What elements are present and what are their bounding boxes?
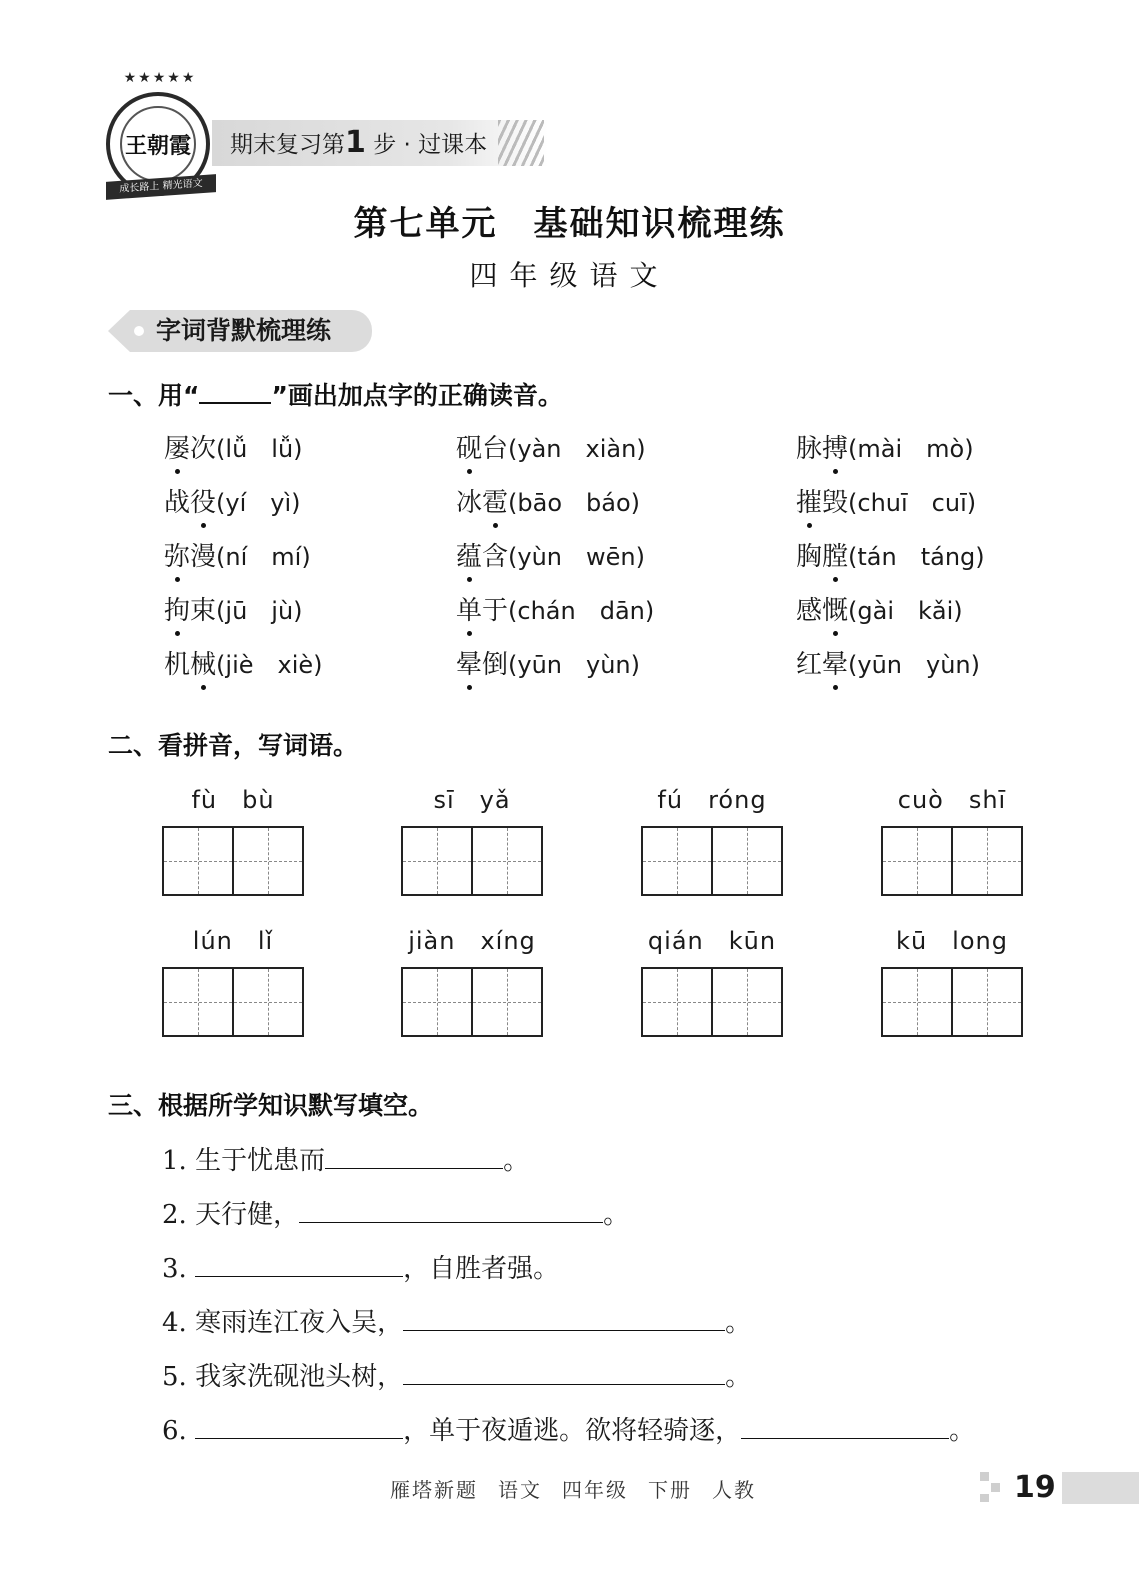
word-char: 胸 <box>796 542 823 572</box>
word-char: 蕴 <box>456 542 483 572</box>
character-writing-grid[interactable] <box>881 967 1023 1037</box>
pill-notch <box>108 310 130 352</box>
word-char: 搏 <box>822 434 849 464</box>
pinyin-options[interactable]: (tán táng) <box>848 543 985 571</box>
fill-in-line <box>162 1302 751 1339</box>
fill-in-line <box>162 1140 529 1177</box>
word-char: 次 <box>190 434 217 464</box>
character-writing-grid[interactable] <box>162 826 304 896</box>
character-writing-grid[interactable] <box>881 826 1023 896</box>
choice-row <box>164 482 1044 522</box>
tian-zi-cell[interactable] <box>951 828 1021 894</box>
word-char: 机 <box>164 650 191 680</box>
word-char: 束 <box>190 596 217 626</box>
word-char: 脉 <box>796 434 823 464</box>
pinyin-options[interactable]: (chuī cuī) <box>848 489 977 517</box>
choice-item <box>796 428 974 465</box>
choice-item <box>164 590 303 627</box>
word-char: 冰 <box>456 488 483 518</box>
tian-zi-cell[interactable] <box>951 969 1021 1035</box>
character-writing-grid[interactable] <box>162 967 304 1037</box>
line-prefix: 1. 生于忧患而 <box>162 1146 326 1176</box>
tian-zi-cell[interactable] <box>643 969 711 1035</box>
answer-blank[interactable] <box>403 1362 725 1385</box>
pinyin-options[interactable]: (yūn yùn) <box>848 651 981 679</box>
banner-pre: 期末复习第 <box>230 132 345 158</box>
tian-zi-cell[interactable] <box>883 969 951 1035</box>
word-char: 于 <box>482 596 509 626</box>
character-writing-grid[interactable] <box>641 826 783 896</box>
logo-text: 王朝霞 <box>120 106 196 182</box>
tian-zi-cell[interactable] <box>471 969 541 1035</box>
word-char: 感 <box>796 596 823 626</box>
fill-in-line <box>162 1410 975 1447</box>
tian-zi-cell[interactable] <box>403 828 471 894</box>
choice-row <box>164 428 1044 468</box>
page-number: 19 <box>1014 1470 1056 1505</box>
answer-blank[interactable] <box>195 1416 403 1439</box>
tian-zi-cell[interactable] <box>471 828 541 894</box>
word-char: 晕 <box>456 650 483 680</box>
answer-blank[interactable] <box>195 1254 403 1277</box>
pinyin-prompt: lún lǐ <box>192 927 274 955</box>
tian-zi-cell[interactable] <box>164 828 232 894</box>
choice-item <box>164 536 311 573</box>
pinyin-options[interactable]: (chán dān) <box>508 597 655 625</box>
choice-item <box>456 644 640 681</box>
pinyin-prompt: fù bù <box>191 786 275 814</box>
page-squares-decoration <box>980 1472 1010 1502</box>
line-prefix: 6. <box>162 1416 196 1446</box>
footer-publisher: 人教 <box>712 1478 756 1502</box>
line-end: 。 <box>503 1146 530 1176</box>
q1-head-post: ”画出加点字的正确读音。 <box>271 381 563 410</box>
section-label-text: 字词背默梳理练 <box>156 316 332 345</box>
line-prefix: 5. 我家洗砚池头树， <box>162 1362 404 1392</box>
footer-book-info <box>390 1474 776 1503</box>
tian-zi-cell[interactable] <box>643 828 711 894</box>
pinyin-prompt: fú róng <box>657 786 767 814</box>
pinyin-options[interactable]: (jiè xiè) <box>216 651 323 679</box>
tian-zi-cell[interactable] <box>232 828 302 894</box>
answer-blank[interactable] <box>299 1200 603 1223</box>
choice-item <box>796 482 976 519</box>
footer-subject: 语文 <box>498 1478 542 1502</box>
tian-zi-cell[interactable] <box>164 969 232 1035</box>
word-char: 倒 <box>482 650 509 680</box>
choice-item <box>796 644 980 681</box>
pinyin-options[interactable]: (bāo báo) <box>508 489 641 517</box>
word-char: 雹 <box>482 488 509 518</box>
pinyin-options[interactable]: (yàn xiàn) <box>508 435 646 463</box>
tian-zi-cell[interactable] <box>711 828 781 894</box>
pinyin-prompt: jiàn xíng <box>408 927 536 955</box>
line-prefix: 4. 寒雨连江夜入吴， <box>162 1308 404 1338</box>
word-char: 战 <box>164 488 191 518</box>
line-prefix: 3. <box>162 1254 196 1284</box>
pinyin-options[interactable]: (mài mò) <box>848 435 974 463</box>
footer-grade: 四年级 <box>562 1478 628 1502</box>
word-char: 械 <box>190 650 217 680</box>
choice-item <box>456 428 646 465</box>
word-char: 红 <box>796 650 823 680</box>
choice-item <box>796 536 985 573</box>
character-writing-grid[interactable] <box>401 967 543 1037</box>
pinyin-prompt: qián kūn <box>647 927 777 955</box>
fill-in-line <box>162 1194 629 1231</box>
word-char: 漫 <box>190 542 217 572</box>
pinyin-options[interactable]: (jū jù) <box>216 597 303 625</box>
choice-item <box>456 482 640 519</box>
fill-in-line <box>162 1248 559 1285</box>
choice-row <box>164 536 1044 576</box>
character-writing-grid[interactable] <box>641 967 783 1037</box>
tian-zi-cell[interactable] <box>711 969 781 1035</box>
line-end: 。 <box>603 1200 630 1230</box>
question-2-heading: 二、看拼音，写词语。 <box>108 731 359 760</box>
word-char: 单 <box>456 596 483 626</box>
page-subtitle: 四年级语文 <box>469 259 670 292</box>
answer-blank[interactable] <box>403 1308 725 1331</box>
pinyin-prompt: kū long <box>896 927 1008 955</box>
page-bar <box>1062 1472 1139 1504</box>
line-text: ，自胜者强 <box>403 1254 534 1284</box>
choice-item <box>164 482 301 519</box>
line-text: ，单于夜遁逃。欲将轻骑逐， <box>403 1416 742 1446</box>
line-end: 。 <box>725 1308 752 1338</box>
review-step-banner <box>212 120 548 166</box>
word-char: 膛 <box>822 542 849 572</box>
footer-series: 雁塔新题 <box>390 1478 478 1502</box>
word-char: 慨 <box>822 596 849 626</box>
word-char: 屡 <box>164 434 191 464</box>
choice-row <box>164 644 1044 684</box>
line-prefix: 2. 天行健， <box>162 1200 300 1230</box>
footer-volume: 下册 <box>648 1478 692 1502</box>
logo-ribbon: 成长路上 精光语文 <box>106 174 216 200</box>
pinyin-options[interactable]: (yùn wēn) <box>508 543 645 571</box>
word-char: 役 <box>190 488 217 518</box>
line-end: 。 <box>725 1362 752 1392</box>
pill-dot <box>134 326 144 336</box>
banner-stripes <box>498 120 544 166</box>
tian-zi-cell[interactable] <box>232 969 302 1035</box>
word-char: 含 <box>482 542 509 572</box>
word-char: 毁 <box>822 488 849 518</box>
line-end: 。 <box>533 1254 560 1284</box>
choice-item <box>456 536 645 573</box>
tian-zi-cell[interactable] <box>883 828 951 894</box>
word-char: 摧 <box>796 488 823 518</box>
character-writing-grid[interactable] <box>401 826 543 896</box>
pinyin-options[interactable]: (lǚ lǚ) <box>216 435 303 463</box>
banner-post: 步 · 过课本 <box>373 132 488 158</box>
stars-decoration: ★★★★★ <box>123 70 197 86</box>
underline-sample <box>199 382 271 404</box>
choice-item <box>796 590 963 627</box>
word-char: 拘 <box>164 596 191 626</box>
line-end: 。 <box>949 1416 976 1446</box>
choice-item <box>164 428 303 465</box>
answer-blank[interactable] <box>741 1416 949 1439</box>
page-number-box <box>980 1470 1139 1506</box>
page-title: 第七单元 基础知识梳理练 <box>353 204 786 244</box>
choice-row <box>164 590 1044 630</box>
choice-item <box>456 590 654 627</box>
pinyin-options[interactable]: (yí yì) <box>216 489 301 517</box>
word-char: 弥 <box>164 542 191 572</box>
tian-zi-cell[interactable] <box>403 969 471 1035</box>
section-label <box>108 310 372 352</box>
word-char: 砚 <box>456 434 483 464</box>
pinyin-prompt: cuò shī <box>897 786 1007 814</box>
word-char: 晕 <box>822 650 849 680</box>
pinyin-options[interactable]: (yūn yùn) <box>508 651 641 679</box>
pinyin-options[interactable]: (ní mí) <box>216 543 311 571</box>
word-char: 台 <box>482 434 509 464</box>
question-1-heading <box>108 376 563 412</box>
fill-in-line <box>162 1356 751 1393</box>
q1-head-pre: 一、用“ <box>108 381 200 410</box>
answer-blank[interactable] <box>325 1146 503 1169</box>
pinyin-prompt: sī yǎ <box>433 786 511 814</box>
question-3-heading: 三、根据所学知识默写填空。 <box>108 1091 434 1120</box>
pinyin-options[interactable]: (gài kǎi) <box>848 597 963 625</box>
banner-step-number: 1 <box>345 125 366 160</box>
brand-logo <box>104 70 216 202</box>
choice-item <box>164 644 323 681</box>
